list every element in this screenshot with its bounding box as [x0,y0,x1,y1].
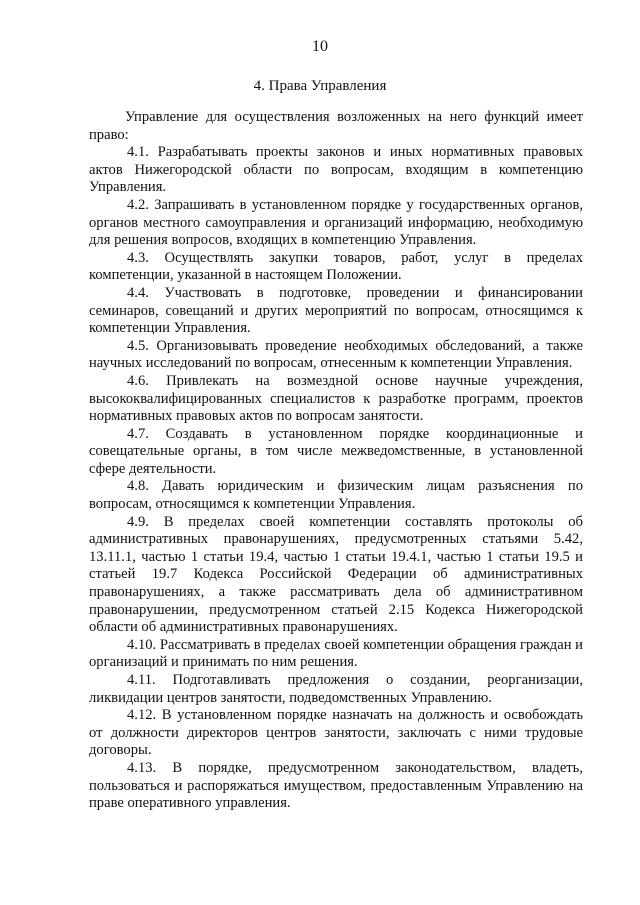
right-item-4-7: 4.7. Создавать в установленном порядке координационные и совещательные органы, в том числе межведомственные, в установленной сфере деятельности. [89,425,583,477]
right-item-4-6: 4.6. Привлекать на возмездной основе научные учреждения, высококвалифицированных специалистов к разработке программ, проектов нормативных правовых актов по вопросам занятости. [89,372,583,425]
right-item-4-13: 4.13. В порядке, предусмотренном законодательством, владеть, пользоваться и распоряжаться имуществом, предоставленным Управлению на праве оперативного управления. [89,759,583,812]
right-item-4-3: 4.3. Осуществлять закупки товаров, работ, услуг в пределах компетенции, указанной в настоящем Положении. [89,249,583,284]
right-item-4-8: 4.8. Давать юридическим и физическим лицам разъяснения по вопросам, относящимся к компетенции Управления. [89,478,583,513]
right-item-4-11: 4.11. Подготавливать предложения о создании, реорганизации, ликвидации центров занятости, подведомственных Управлению. [89,672,583,706]
right-item-4-2: 4.2. Запрашивать в установленном порядке у государственных органов, органов местного самоуправления и организаций информацию, необходимую для решения вопросов, входящих в компетенцию Управления. [89,196,583,249]
page-number: 10 [312,38,328,55]
right-item-4-12: 4.12. В установленном порядке назначать на должность и освобождать от должности директоров центров занятости, заключать с ними трудовые договоры. [89,707,583,759]
right-item-4-9: 4.9. В пределах своей компетенции составлять протоколы об административных правонарушениях, предусмотренных статьями 5.42, 13.11.1, частью 1 статьи 19.4, частью 1 статьи 19.4.1, частью 1 статьи 19.5 и статьей 19.7 Кодекса Российской Федерации об административных правонарушениях, а также рассматривать дела об административном правонарушении, предусмотренном статьей 2.15 Кодекса Нижегородской области об административных правонарушениях. [89,513,583,636]
right-item-4-1: 4.1. Разрабатывать проекты законов и иных нормативных правовых актов Нижегородской области по вопросам, входящим в компетенцию Управления. [89,144,583,196]
document-body [89,109,583,813]
right-item-4-10: 4.10. Рассматривать в пределах своей компетенции обращения граждан и организаций и принимать по ним решения. [89,636,583,671]
right-item-4-5: 4.5. Организовывать проведение необходимых обследований, а также научных исследований по вопросам, отнесенным к компетенции Управления. [89,337,583,372]
right-item-4-4: 4.4. Участвовать в подготовке, проведении и финансировании семинаров, совещаний и других мероприятий по вопросам, относящимся к компетенции Управления. [89,284,583,337]
intro-paragraph: Управление для осуществления возложенных на него функций имеет право: [89,109,583,143]
section-title: 4. Права Управления [253,78,387,94]
